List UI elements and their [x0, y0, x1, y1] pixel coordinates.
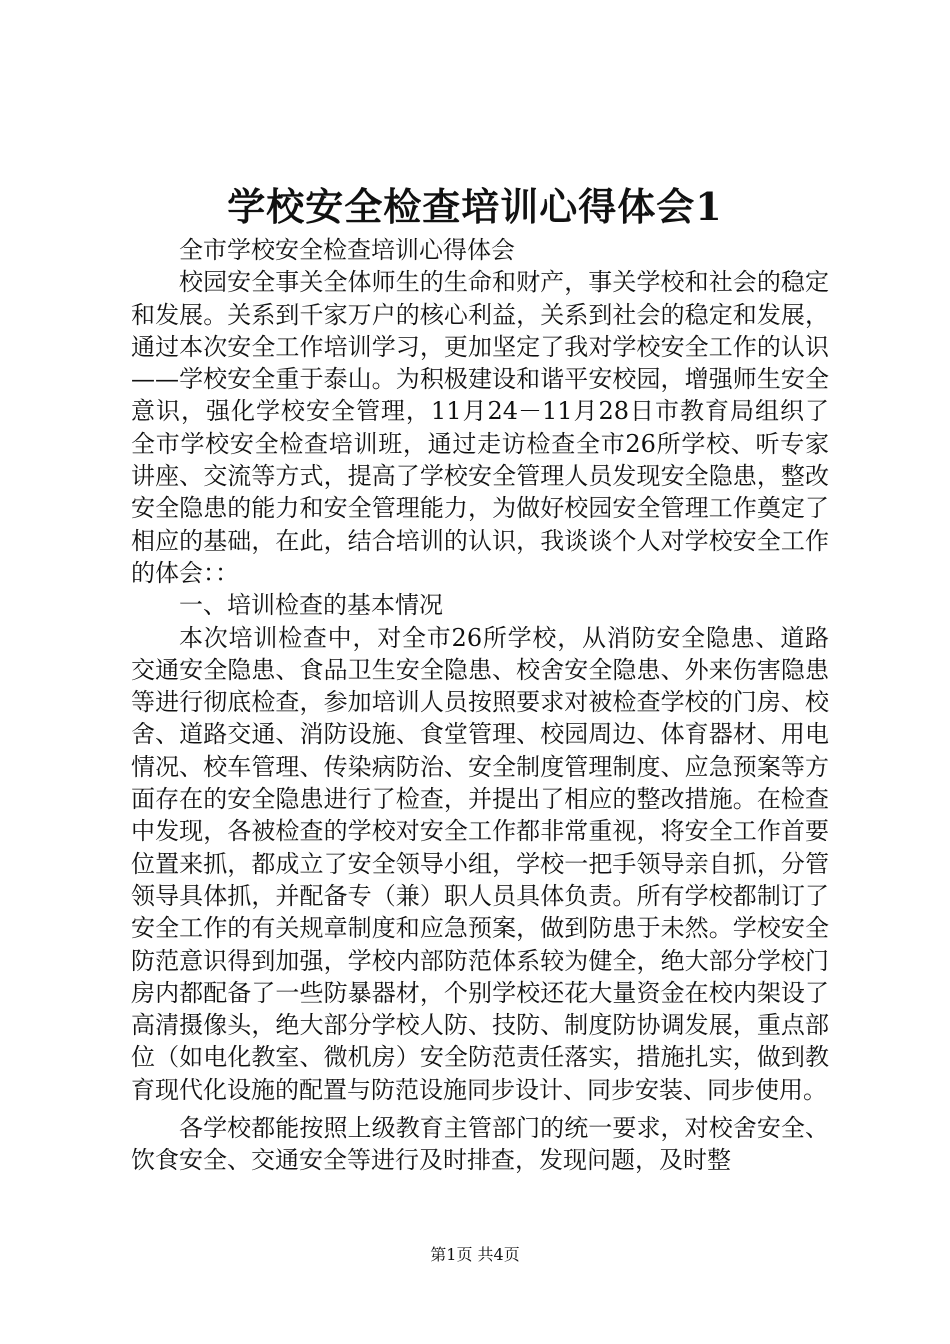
paragraph-continuation: 各学校都能按照上级教育主管部门的统一要求，对校舍安全、饮食安全、交通安全等进行及时排查，发现问题，及时整	[131, 1114, 829, 1175]
document-body	[131, 234, 829, 1177]
page-footer: 第1页 共4页	[430, 1245, 520, 1264]
paragraph-subtitle: 全市学校安全检查培训心得体会	[179, 236, 515, 264]
paragraph-intro: 校园安全事关全体师生的生命和财产，事关学校和社会的稳定和发展。关系到千家万户的核心利益，关系到社会的稳定和发展，通过本次安全工作培训学习，更加坚定了我对学校安全工作的认识——学校安全重于泰山。为积极建设和谐平安校园，增强师生安全意识，强化学校安全管理，11月24－11月28日市教育局组织了全市学校安全检查培训班，通过走访检查全市26所学校、听专家讲座、交流等方式，提高了学校安全管理人员发现安全隐患，整改安全隐患的能力和安全管理能力，为做好校园安全管理工作奠定了相应的基础，在此，结合培训的认识，我谈谈个人对学校安全工作的体会：：	[131, 268, 829, 587]
section-heading: 一、培训检查的基本情况	[179, 591, 443, 620]
paragraph-inspection: 本次培训检查中，对全市26所学校，从消防安全隐患、道路交通安全隐患、食品卫生安全隐患、校舍安全隐患、外来伤害隐患等进行彻底检查，参加培训人员按照要求对被检查学校的门房、校舍、道路交通、消防设施、食堂管理、校园周边、体育器材、用电情况、校车管理、传染病防治、安全制度管理制度、应急预案等方面存在的安全隐患进行了检查，并提出了相应的整改措施。在检查中发现，各被检查的学校对安全工作都非常重视，将安全工作首要位置来抓，都成立了安全领导小组，学校一把手领导亲自抓，分管领导具体抓，并配备专（兼）职人员具体负责。所有学校都制订了安全工作的有关规章制度和应急预案，做到防患于未然。学校安全防范意识得到加强，学校内部防范体系较为健全，绝大部分学校门房内都配备了一些防暴器材，个别学校还花大量资金在校内架设了高清摄像头，绝大部分学校人防、技防、制度防协调发展，重点部位（如电化教室、微机房）安全防范责任落实，措施扎实，做到教育现代化设施的配置与防范设施同步设计、同步安装、同步使用。	[131, 623, 829, 1104]
document-title: 学校安全检查培训心得体会1	[227, 184, 723, 229]
